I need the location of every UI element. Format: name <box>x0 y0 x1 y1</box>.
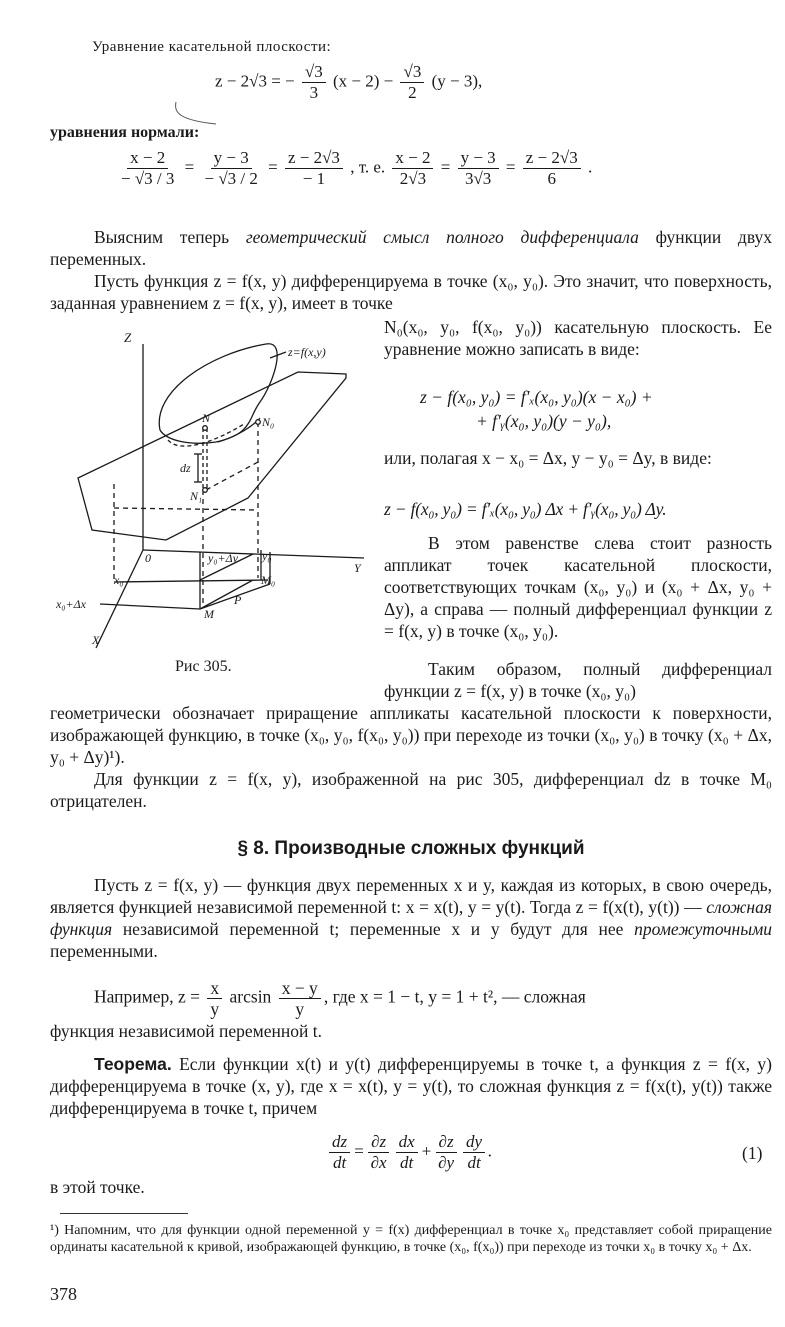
surface <box>159 344 277 444</box>
label-y0: y₀ <box>262 549 272 563</box>
section-title: § 8. Производные сложных функций <box>237 838 585 859</box>
numerator: y − 3 <box>458 148 499 169</box>
fraction <box>368 1132 390 1173</box>
example-line-2: функция независимой переменной t. <box>50 1021 322 1041</box>
numerator: dx <box>396 1132 418 1153</box>
paragraph-in-this-point: в этой точке. <box>50 1177 145 1197</box>
paragraph-difference: В этом равенстве слева стоит разность аппликат точек касательной плоскости, соответствующих точкам (x₀, y₀) и (x₀ + Δx, y₀ + Δy), а справа — полный дифференциал функции z = f(x, y) в точке (x₀, y₀). <box>384 533 772 641</box>
example-line <box>94 978 772 1019</box>
eq-mid: (x − 2) − <box>332 71 394 91</box>
denominator: ∂y <box>438 1153 455 1172</box>
fraction <box>329 1132 350 1173</box>
emphasis: промежуточными <box>634 919 772 939</box>
footnote-rule <box>60 1213 188 1214</box>
numerator: dz <box>329 1132 350 1153</box>
label-Y: Y <box>354 561 361 575</box>
numerator: x <box>207 978 222 999</box>
text: Пусть z = f(x, y) — функция двух переменных x и y, каждая из которых, в свою очередь, является функцией независимой переменной t: x = x(t), y = y(t). Тогда z = f(x(t), y(t)) — <box>50 875 772 917</box>
chain-rule-formula: $\frac{dz}{dt}$ = $\frac{\partial z}{\partial x}$ $\frac{dx}{dt}$ + $\frac{\partial z}{\partial y}$ $\frac{dy}{dt}$ . <box>326 1132 492 1173</box>
label-origin: 0 <box>145 551 151 565</box>
numerator: z − 2√3 <box>285 148 343 169</box>
fraction <box>279 978 321 1019</box>
text: , где x = 1 − t, y = 1 + t², — сложная <box>323 986 586 1007</box>
tangent-plane-label: Уравнение касательной плоскости: <box>92 39 332 55</box>
numerator: y − 3 <box>211 148 252 169</box>
fraction <box>302 62 326 103</box>
denominator: y <box>210 999 220 1019</box>
numerator: ∂z <box>368 1132 389 1153</box>
dashed-line <box>114 508 258 510</box>
eq-tail: (y − 3), <box>431 71 483 91</box>
denominator: 6 <box>547 169 556 188</box>
paragraph-differentiable: Пусть функция z = f(x, y) дифференцируема в точке (x₀, y₀). Это значит, что поверхность, заданная уравнением z = f(x, y), имеет в точке <box>50 271 772 313</box>
eq-lhs: z − 2√3 = − <box>215 71 295 91</box>
fraction <box>400 62 424 103</box>
denominator: 2√3 <box>399 169 427 188</box>
label-dz: dz <box>180 461 191 475</box>
emphasis: геометрический смысл полного дифференциала <box>245 227 639 247</box>
equation-tangent-1: z − f(x₀, y₀) = f′ₓ(x₀, y₀)(x − x₀) + <box>420 387 653 407</box>
theorem-text: Если функции x(t) и y(t) дифференцируемы в точке t, а функция z = f(x, y) дифференцируема в точке (x, y), где x = x(t), y = y(t), то сложная функция z = f(x(t), y(t)) также дифференцируема в точке t, причем <box>50 1054 772 1118</box>
denominator: 3√3 <box>464 169 492 188</box>
label-M0: M₀ <box>261 573 276 587</box>
paragraph-geometric-meaning <box>50 226 772 270</box>
equation-tangent-2: + f′ᵧ(x₀, y₀)(y − y₀), <box>476 411 612 431</box>
denominator: y <box>295 999 305 1019</box>
numerator: x − 2 <box>392 148 433 169</box>
text: arcsin <box>225 986 276 1007</box>
fraction <box>207 978 222 1019</box>
text: Выясним теперь <box>94 227 246 247</box>
denominator: − √3 / 2 <box>204 169 258 188</box>
numerator: x − 2 <box>127 148 168 169</box>
paragraph-geometric-increment: геометрически обозначает приращение аппликаты касательной плоскости к поверхности, изображающей функцию, в точке (x₀, y₀, f(x₀, y₀)) при переходе из точки (x₀, y₀) в точку (x₀ + Δx, y₀ + Δy)¹). <box>50 703 772 767</box>
fraction <box>435 1132 457 1173</box>
fraction <box>523 148 581 189</box>
label-X: X <box>92 633 100 647</box>
paragraph-substitution: или, полагая x − x₀ = Δx, y − y₀ = Δy, в виде: <box>384 448 712 468</box>
theorem-label: Теорема. <box>94 1054 172 1074</box>
denominator: ∂x <box>370 1153 387 1172</box>
label-N: N <box>202 411 211 425</box>
tangent-plane <box>78 372 346 540</box>
figure-caption: Рис 305. <box>175 658 232 675</box>
label-M: M <box>204 607 214 621</box>
numerator: dy <box>463 1132 485 1153</box>
denominator: 2 <box>408 83 417 102</box>
figure-305 <box>48 322 378 662</box>
footnote: ¹) Напомним, что для функции одной переменной y = f(x) дифференциал в точке x₀ представляет собой приращение ординаты касательной к кривой, изображающей функцию, в точке (x₀, f(x₀)) при переходе из точки x₀ в точку x₀ + Δx. <box>50 1223 772 1255</box>
paragraph-negative-differential: Для функции z = f(x, y), изображенной на рис 305, дифференциал dz в точке M₀ отрицателен. <box>50 769 772 811</box>
paragraph-tangent-point: N₀(x₀, y₀, f(x₀, y₀)) касательную плоскость. Ее уравнение можно записать в виде: <box>384 317 772 359</box>
denominator: dt <box>399 1153 414 1172</box>
point-N <box>203 426 208 431</box>
label-surface: z=f(x,y) <box>288 345 326 359</box>
label-P: P <box>234 593 242 607</box>
numerator: ∂z <box>436 1132 457 1153</box>
denominator: − √3 / 3 <box>121 169 175 188</box>
tangent-plane-equation <box>215 62 482 103</box>
text: функции двух переменных. <box>50 227 772 269</box>
y-axis <box>143 550 364 558</box>
normal-equation: $\frac{x - 2}{- √3 / 3}$ = $\frac{y - 3}{- √3 / 2}$ = $\frac{z - 2√3}{- 1}$ , т. е. $\frac{x - 2}{2√3}$ = $\frac{y - 3}{3√3}$ = $\frac{z - 2√3}{6}$ . <box>115 148 592 189</box>
fraction <box>118 148 177 189</box>
paragraph-thus: Таким образом, полный дифференциал функции z = f(x, y) в точке (x₀, y₀) <box>384 659 772 701</box>
numerator: √3 <box>302 62 326 83</box>
label-x0dx: x₀+Δx <box>56 597 86 611</box>
base-line <box>114 580 268 582</box>
label-leader <box>270 352 286 358</box>
text: Например, z = <box>94 986 205 1007</box>
base-line <box>200 580 253 609</box>
denominator: dt <box>467 1153 481 1172</box>
ie-text: , т. е. <box>350 157 386 177</box>
text: независимой переменной t; переменные x и y будут для нее <box>112 919 635 939</box>
label-y0dy: y₀+Δy <box>208 551 238 565</box>
page-number: 378 <box>50 1284 77 1304</box>
denominator: − 1 <box>302 169 326 188</box>
label-x0: x₀ <box>114 573 124 587</box>
fraction <box>392 148 433 189</box>
point-N1 <box>203 488 208 493</box>
normal-label: уравнения нормали: <box>50 124 200 141</box>
label-z: Z <box>124 330 132 345</box>
theorem <box>50 1053 772 1119</box>
equation-tangent-3: z − f(x₀, y₀) = f′ₓ(x₀, y₀) Δx + f′ᵧ(x₀, y₀) Δy. <box>384 499 667 519</box>
numerator: z − 2√3 <box>523 148 581 169</box>
fraction <box>201 148 260 189</box>
dashed-line <box>206 462 258 490</box>
surface-edge <box>218 418 260 442</box>
denominator: dt <box>332 1153 347 1172</box>
equation-number: (1) <box>742 1143 763 1163</box>
numerator: x − y <box>279 978 321 999</box>
emphasis: сложная функция <box>50 897 772 939</box>
denominator: 3 <box>309 83 319 102</box>
paragraph-composite-function <box>50 874 772 962</box>
fraction <box>285 148 343 189</box>
fraction <box>463 1132 485 1173</box>
point-N0 <box>256 420 261 425</box>
text: переменными. <box>50 941 158 961</box>
numerator: √3 <box>400 62 424 83</box>
label-N1: N₁ <box>190 489 203 503</box>
x-axis <box>96 550 143 648</box>
fraction <box>396 1132 418 1173</box>
fraction <box>458 148 499 189</box>
label-N0: N₀ <box>262 415 275 429</box>
